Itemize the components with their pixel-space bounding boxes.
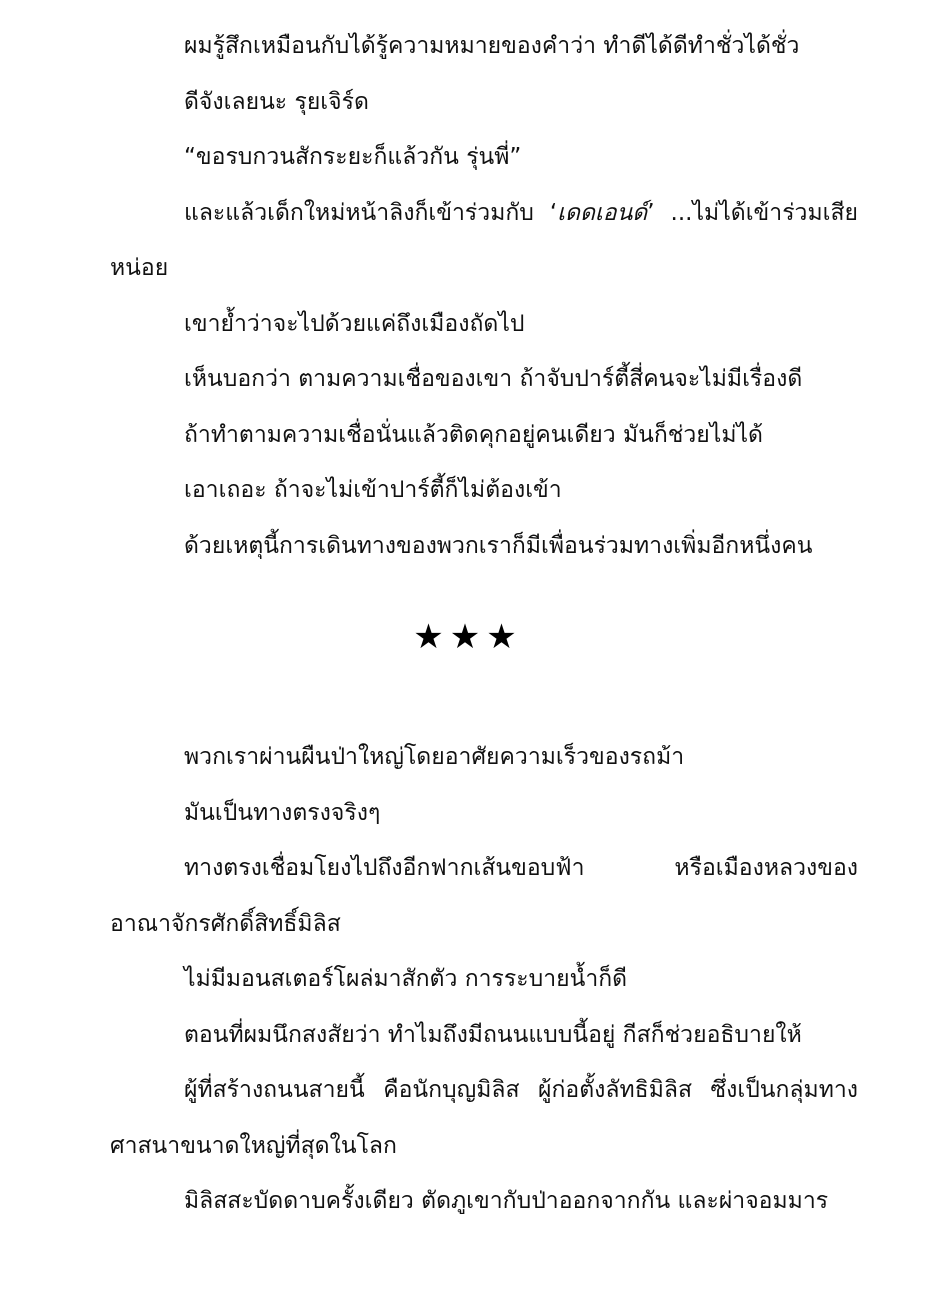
paragraph: ไม่มีมอนสเตอร์โผล่มาสักตัว การระบายน้ำก็ดี [184, 966, 628, 992]
paragraph: ทางตรงเชื่อมโยงไปถึงอีกฟากเส้นขอบฟ้า หรือเมืองหลวงของอาณาจักรศักดิ์สิทธิ์มิลิส [110, 855, 858, 937]
paragraph: ผู้ที่สร้างถนนสายนี้ คือนักบุญมิลิส ผู้ก่อตั้งลัทธิมิลิส ซึ่งเป็นกลุ่มทางศาสนาขนาดใหญ่ที่สุดในโลก [110, 1077, 858, 1159]
paragraph: เห็นบอกว่า ตามความเชื่อของเขา ถ้าจับปาร์ตี้สี่คนจะไม่มีเรื่องดี [184, 366, 803, 392]
paragraph: ด้วยเหตุนี้การเดินทางของพวกเราก็มีเพื่อนร่วมทางเพิ่มอีกหนึ่งคน [184, 532, 813, 559]
paragraph: “ขอรบกวนสักระยะก็แล้วกัน รุ่นพี่” [184, 144, 522, 170]
paragraph-text: และแล้วเด็กใหม่หน้าลิงก็เข้าร่วมกับ ‘ [184, 199, 558, 226]
paragraph: ผมรู้สึกเหมือนกับได้รู้ความหมายของคำว่า ทำดีได้ดีทำชั่วได้ชั่ว [184, 33, 800, 59]
scene-break-stars: ★★★ [413, 617, 523, 657]
italic-term: เดดเอนด์ [557, 199, 648, 226]
paragraph [110, 186, 858, 297]
paragraph: มิลิสสะบัดดาบครั้งเดียว ตัดภูเขากับป่าออกจากกัน และผ่าจอมมาร [184, 1188, 829, 1214]
paragraph-text: ’ ...ไม่ได้เข้าร่วมเสียหน่อย [110, 199, 858, 281]
paragraph: ดีจังเลยนะ รุยเจิร์ด [184, 88, 369, 115]
text-section-2 [110, 730, 858, 1230]
paragraph: พวกเราผ่านผืนป่าใหญ่โดยอาศัยความเร็วของรถม้า [184, 744, 685, 770]
paragraph: มันเป็นทางตรงจริงๆ [184, 799, 381, 826]
paragraph: ตอนที่ผมนึกสงสัยว่า ทำไมถึงมีถนนแบบนี้อยู่ กีสก็ช่วยอธิบายให้ [184, 1021, 802, 1048]
paragraph: ถ้าทำตามความเชื่อนั่นแล้วติดคุกอยู่คนเดียว มันก็ช่วยไม่ได้ [184, 421, 763, 448]
paragraph: เขาย้ำว่าจะไปด้วยแค่ถึงเมืองถัดไป [184, 310, 525, 337]
text-section-1 [110, 19, 858, 574]
paragraph: เอาเถอะ ถ้าจะไม่เข้าปาร์ตี้ก็ไม่ต้องเข้า [184, 477, 562, 503]
